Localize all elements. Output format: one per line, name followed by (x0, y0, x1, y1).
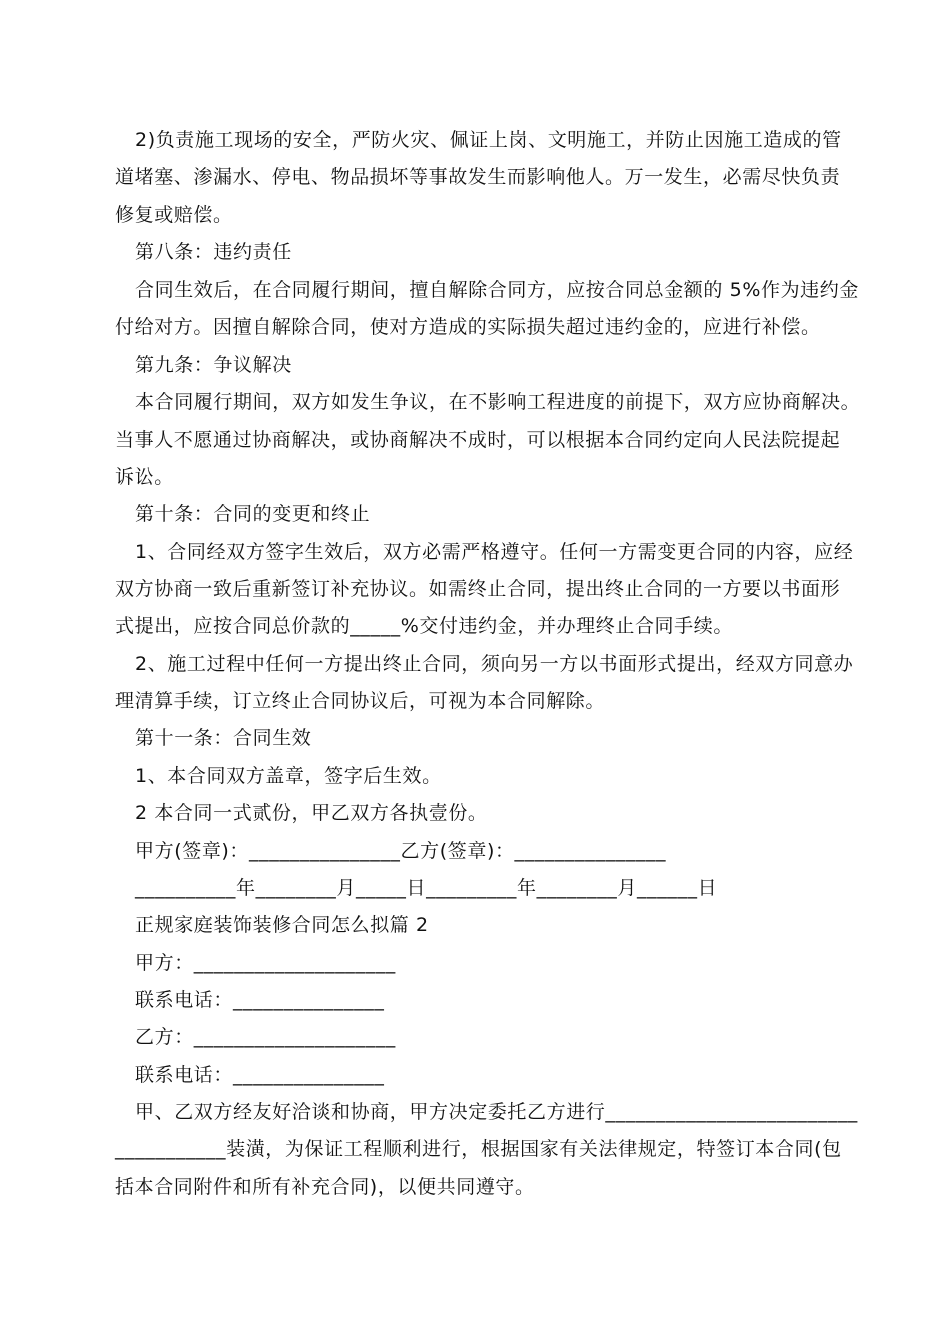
section-title-2: 正规家庭装饰装修合同怎么拟篇 2 (135, 914, 429, 936)
date-line: __________年________月_____日_________年________月______日 (135, 877, 718, 899)
party-b-phone-field: 联系电话：_______________ (135, 1064, 385, 1086)
intro-line-2: ___________装潢，为保证工程顺利进行，根据国家有关法律规定，特签订本合同(包 (115, 1138, 842, 1160)
intro-line-3: 括本合同附件和所有补充合同)，以便共同遵守。 (115, 1176, 535, 1198)
clause-10-item-2-line-2: 理清算手续，订立终止合同协议后，可视为本合同解除。 (115, 690, 606, 712)
clause-10-item-2-line-1: 2、施工过程中任何一方提出终止合同，须向另一方以书面形式提出，经双方同意办 (135, 653, 854, 675)
party-b-field: 乙方：____________________ (135, 1026, 396, 1048)
clause-9-heading: 第九条：争议解决 (135, 354, 292, 376)
clause-8-text-line-2: 付给对方。因擅自解除合同，使对方造成的实际损失超过违约金的，应进行补偿。 (115, 316, 821, 338)
clause-7-item-2-line-1: 2)负责施工现场的安全，严防火灾、佩证上岗、文明施工，并防止因施工造成的管 (135, 129, 842, 151)
signature-line: 甲方(签章)：_______________乙方(签章)：_______________ (135, 840, 667, 862)
clause-11-item-1: 1、本合同双方盖章，签字后生效。 (135, 765, 442, 787)
party-a-field: 甲方：____________________ (135, 952, 396, 974)
clause-10-item-1-line-2: 双方协商一致后重新签订补充协议。如需终止合同，提出终止合同的一方要以书面形 (115, 578, 841, 600)
clause-11-heading: 第十一条：合同生效 (135, 727, 312, 749)
party-a-phone-field: 联系电话：_______________ (135, 989, 385, 1011)
clause-11-item-2: 2 本合同一式贰份，甲乙双方各执壹份。 (135, 802, 488, 824)
intro-line-1: 甲、乙双方经友好洽谈和协商，甲方决定委托乙方进行_________________________ (135, 1101, 858, 1123)
clause-9-text-line-3: 诉讼。 (115, 466, 174, 488)
clause-10-item-1-line-1: 1、合同经双方签字生效后，双方必需严格遵守。任何一方需变更合同的内容，应经 (135, 541, 854, 563)
clause-8-heading: 第八条：违约责任 (135, 241, 292, 263)
clause-9-text-line-1: 本合同履行期间，双方如发生争议，在不影响工程进度的前提下，双方应协商解决。 (135, 391, 861, 413)
clause-8-text-line-1: 合同生效后，在合同履行期间，擅自解除合同方，应按合同总金额的 5%作为违约金 (135, 279, 859, 301)
clause-7-item-2-line-2: 道堵塞、渗漏水、停电、物品损坏等事故发生而影响他人。万一发生，必需尽快负责 (115, 166, 841, 188)
clause-10-heading: 第十条：合同的变更和终止 (135, 503, 371, 525)
clause-7-item-2-line-3: 修复或赔偿。 (115, 204, 233, 226)
clause-10-item-1-line-3: 式提出，应按合同总价款的_____%交付违约金，并办理终止合同手续。 (115, 615, 733, 637)
clause-9-text-line-2: 当事人不愿通过协商解决，或协商解决不成时，可以根据本合同约定向人民法院提起 (115, 429, 841, 451)
